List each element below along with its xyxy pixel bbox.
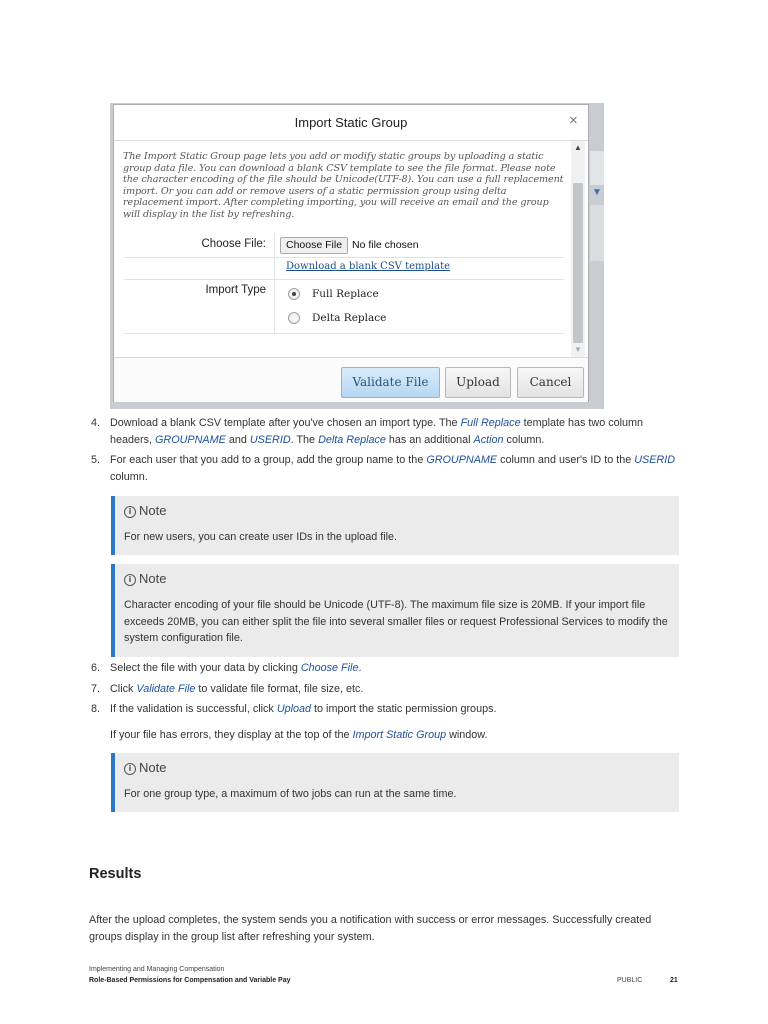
term-import-static-group: Import Static Group bbox=[352, 729, 447, 741]
term-validate-file: Validate File bbox=[136, 683, 196, 695]
results-heading: Results bbox=[89, 866, 142, 882]
step-7 bbox=[91, 681, 681, 698]
step-number: 4. bbox=[91, 417, 101, 429]
step-8 bbox=[91, 701, 681, 718]
term-choose-file: Choose File bbox=[300, 662, 359, 674]
term-delta-replace: Delta Replace bbox=[318, 433, 386, 446]
scroll-down-icon[interactable]: ▼ bbox=[574, 345, 582, 354]
info-icon: i bbox=[124, 763, 136, 775]
step-6 bbox=[91, 660, 681, 677]
note-title: Note bbox=[139, 571, 167, 586]
step-text bbox=[110, 452, 681, 485]
chevron-down-icon: ▼ bbox=[592, 187, 602, 198]
info-icon: i bbox=[124, 574, 136, 586]
choose-file-button[interactable]: Choose File bbox=[280, 237, 348, 254]
footer-classification: PUBLIC bbox=[617, 977, 643, 984]
text: Download a blank CSV template after you've chosen an import type. The bbox=[110, 417, 461, 429]
text: window. bbox=[446, 729, 488, 741]
note-text: For new users, you can create user IDs in the upload file. bbox=[124, 531, 398, 543]
import-static-group-dialog bbox=[113, 104, 589, 402]
no-file-chosen-text: No file chosen bbox=[352, 239, 419, 251]
text: template has two column headers, bbox=[110, 417, 644, 446]
step-number: 6. bbox=[91, 662, 101, 674]
step-text bbox=[110, 681, 681, 698]
row-divider bbox=[274, 233, 275, 257]
note-text: For one group type, a maximum of two jobs can run at the same time. bbox=[124, 788, 457, 800]
import-type-label: Import Type bbox=[205, 284, 266, 296]
text: to validate file format, file size, etc. bbox=[195, 683, 364, 695]
full-replace-label[interactable]: Full Replace bbox=[312, 288, 379, 300]
term-userid: USERID bbox=[249, 433, 291, 446]
note-heading bbox=[124, 571, 166, 586]
validate-file-button[interactable]: Validate File bbox=[341, 367, 440, 398]
download-template-row bbox=[124, 257, 564, 280]
scrollbar-thumb[interactable] bbox=[573, 183, 583, 343]
note-heading bbox=[124, 760, 166, 775]
term-groupname: GROUPNAME bbox=[426, 454, 498, 466]
text: has an additional bbox=[385, 433, 474, 446]
delta-replace-radio[interactable] bbox=[288, 312, 300, 324]
text: If the validation is successful, click bbox=[110, 703, 277, 715]
step-number: 7. bbox=[91, 683, 101, 695]
term-groupname: GROUPNAME bbox=[155, 433, 226, 446]
dialog-header bbox=[114, 105, 588, 141]
dialog-screenshot bbox=[110, 103, 604, 409]
delta-replace-label[interactable]: Delta Replace bbox=[312, 312, 387, 324]
dialog-scrollbar[interactable] bbox=[571, 141, 585, 357]
background-strip bbox=[590, 205, 604, 261]
note-title: Note bbox=[139, 760, 167, 775]
note-box bbox=[111, 753, 679, 812]
note-title: Note bbox=[139, 503, 167, 518]
footer-doc-subtitle: Role-Based Permissions for Compensation and Variable Pay bbox=[89, 977, 291, 984]
step-number: 5. bbox=[91, 454, 101, 466]
import-type-row bbox=[124, 279, 564, 334]
text: Select the file with your data by clicking bbox=[110, 662, 301, 674]
text: column. bbox=[110, 470, 148, 483]
step-text bbox=[110, 701, 681, 718]
dialog-intro-text: The Import Static Group page lets you add or modify static groups by uploading a static group data file. You can download a blank CSV template to see the file format. Please note the character encoding of the file should be Unicode(UTF-8). You can use a full replacement import. Or you can add or remove users of a static permission group using delta replacement import. After completing importing, you will receive an email and the group will display in the list by refreshing. bbox=[123, 151, 564, 220]
dialog-title: Import Static Group bbox=[294, 115, 408, 130]
term-userid: USERID bbox=[634, 454, 676, 466]
dialog-footer bbox=[114, 357, 588, 402]
text: If your file has errors, they display at the top of the bbox=[110, 729, 353, 741]
choose-file-row bbox=[124, 233, 564, 258]
upload-button[interactable]: Upload bbox=[445, 367, 511, 398]
text: . bbox=[358, 662, 362, 674]
errors-paragraph bbox=[110, 727, 680, 744]
cancel-button[interactable]: Cancel bbox=[517, 367, 584, 398]
step-4 bbox=[91, 415, 681, 448]
row-divider bbox=[274, 257, 275, 279]
step-text bbox=[110, 660, 681, 677]
background-strip bbox=[590, 151, 604, 185]
text: and bbox=[225, 433, 250, 446]
info-icon: i bbox=[124, 506, 136, 518]
text: Click bbox=[110, 683, 137, 695]
note-box bbox=[111, 496, 679, 555]
text: column and user's ID to the bbox=[497, 454, 635, 466]
dialog-body bbox=[123, 151, 567, 221]
note-text: Character encoding of your file should be Unicode (UTF-8). The maximum file size is 20MB. If your import file exceeds 20MB, you can either split the file into several smaller files or request Professional Services to modify the system configuration file. bbox=[124, 599, 668, 644]
note-heading bbox=[124, 503, 166, 518]
footer-doc-title: Implementing and Managing Compensation bbox=[89, 966, 225, 973]
term-upload: Upload bbox=[276, 703, 312, 715]
term-full-replace: Full Replace bbox=[460, 417, 521, 429]
full-replace-radio[interactable] bbox=[288, 288, 300, 300]
step-text bbox=[110, 415, 681, 448]
close-icon[interactable]: × bbox=[569, 112, 578, 129]
scroll-up-icon[interactable]: ▲ bbox=[574, 143, 582, 152]
text: For each user that you add to a group, add the group name to the bbox=[110, 454, 427, 466]
page-number: 21 bbox=[670, 977, 678, 984]
term-action: Action bbox=[473, 433, 504, 446]
text: to import the static permission groups. bbox=[311, 703, 497, 715]
choose-file-label: Choose File: bbox=[201, 238, 266, 250]
note-box bbox=[111, 564, 679, 657]
step-number: 8. bbox=[91, 703, 101, 715]
download-template-link[interactable]: Download a blank CSV template bbox=[286, 261, 450, 272]
row-divider bbox=[274, 279, 275, 333]
text: column. bbox=[503, 433, 545, 446]
text: . The bbox=[290, 433, 319, 446]
step-5 bbox=[91, 452, 681, 485]
results-text: After the upload completes, the system sends you a notification with success or error messages. Successfully created groups display in the group list after refreshing your system. bbox=[89, 914, 652, 943]
